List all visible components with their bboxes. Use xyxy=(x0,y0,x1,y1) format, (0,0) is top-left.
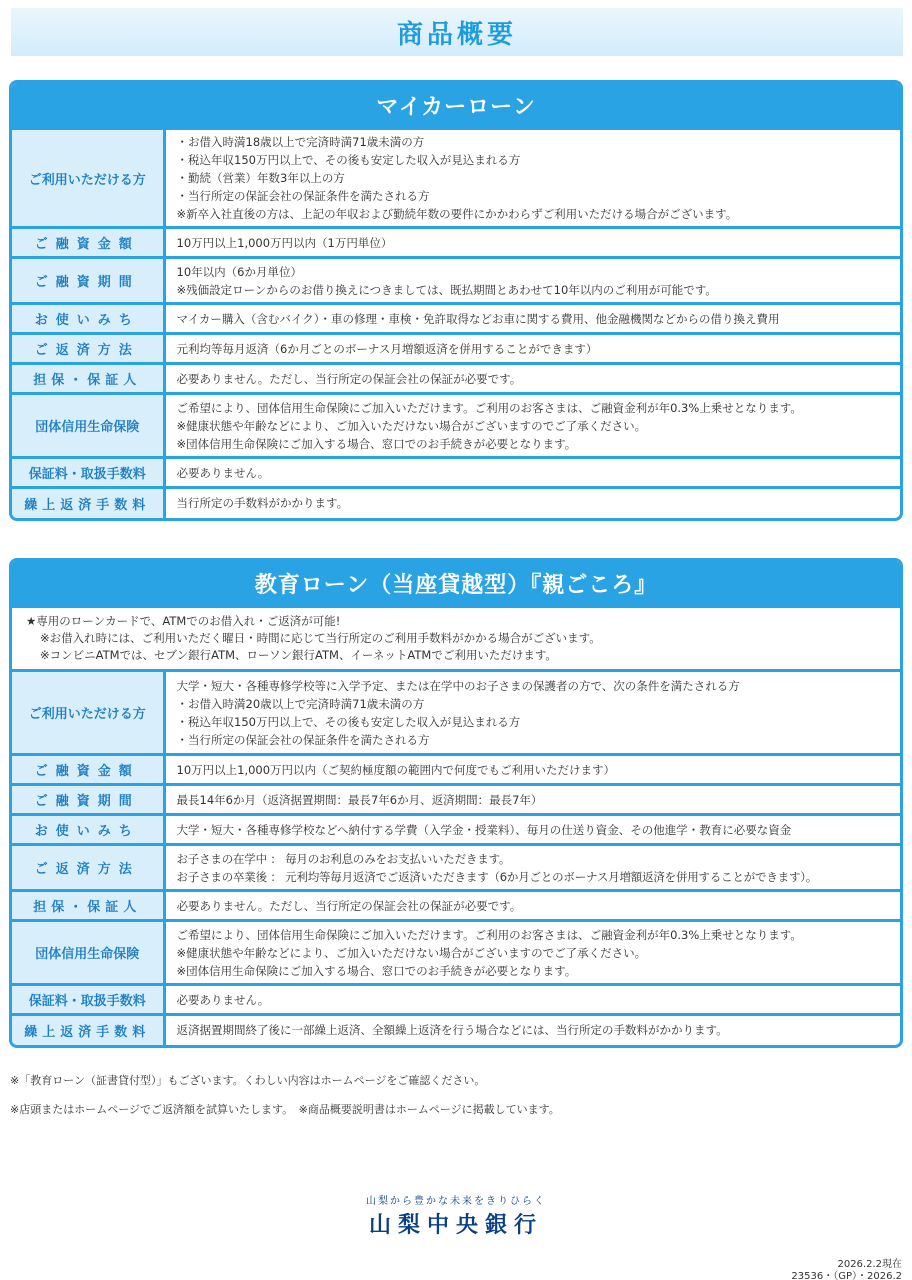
row-content: 10万円以上1,000万円以内（ご契約極度額の範囲内で何度でもご利用いただけます） xyxy=(164,755,900,785)
intro-headline: ★専用のローンカードで、ATMでのお借入れ・ご返済が可能! xyxy=(26,614,341,628)
row-content: お子さまの在学中 ： 毎月のお利息のみをお支払いいただきます。 お子さまの卒業後 ： 元利均等毎月返済でご返済いただきます（6か月ごとのボーナス月増額返済を併用することができます）。 xyxy=(164,845,900,891)
intro-note: ※コンビニATMでは、セブン銀行ATM、ローソン銀行ATM、イーネットATMでご利用いただけます。 xyxy=(40,648,557,662)
intro-note: ※お借入れ時には、ご利用いただく曜日・時間に応じて当行所定のご利用手数料がかかる場合がございます。 xyxy=(40,631,601,645)
bank-logo: 山梨中央銀行 xyxy=(368,1212,543,1238)
table-row xyxy=(12,671,900,755)
row-content: 10万円以上1,000万円以内（1万円単位） xyxy=(164,228,900,258)
table-row xyxy=(12,785,900,815)
row-label: ご返済方法 xyxy=(12,845,164,891)
car-loan-section xyxy=(9,80,903,521)
table-row xyxy=(12,845,900,891)
row-content: マイカー購入（含むバイク）・車の修理・車検・免許取得などお車に関する費用、他金融機関などからの借り換え費用 xyxy=(164,304,900,334)
row-content: 必要ありません。 xyxy=(164,458,900,488)
row-label: 担保・保証人 xyxy=(12,891,164,921)
table-row xyxy=(12,488,900,518)
car-loan-table xyxy=(12,127,900,518)
row-content: ご希望により、団体信用生命保険にご加入いただけます。ご利用のお客さまは、ご融資金利が年0.3%上乗せとなります。 ※健康状態や年齢などにより、ご加入いただけない場合がございますのでご了承ください。 ※団体信用生命保険にご加入する場合、窓口でのお手続きが必要となります。 xyxy=(164,921,900,985)
row-content: ・お借入時満18歳以上で完済時満71歳未満の方 ・税込年収150万円以上で、その後も安定した収入が見込まれる方 ・勤続（営業）年数3年以上の方 ・当行所定の保証会社の保証条件を満たされる方 ※新卒入社直後の方は、上記の年収および勤続年数の要件にかかわらずご利用いただける場合がございます。 xyxy=(164,129,900,228)
row-label: 保証料・取扱手数料 xyxy=(12,985,164,1015)
table-row xyxy=(12,129,900,228)
table-row xyxy=(12,304,900,334)
row-content: 当行所定の手数料がかかります。 xyxy=(164,488,900,518)
table-row xyxy=(12,394,900,458)
row-label: 団体信用生命保険 xyxy=(12,921,164,985)
row-content: 大学・短大・各種専修学校などへ納付する学費（入学金・授業料）、毎月の仕送り資金、その他進学・教育に必要な資金 xyxy=(164,815,900,845)
table-row xyxy=(12,985,900,1015)
table-row xyxy=(12,458,900,488)
row-label: ご利用いただける方 xyxy=(12,129,164,228)
row-label: ご融資金額 xyxy=(12,755,164,785)
row-content: 必要ありません。ただし、当行所定の保証会社の保証が必要です。 xyxy=(164,891,900,921)
row-content: 必要ありません。ただし、当行所定の保証会社の保証が必要です。 xyxy=(164,364,900,394)
row-content: 返済据置期間終了後に一部繰上返済、全額繰上返済を行う場合などには、当行所定の手数料がかかります。 xyxy=(164,1015,900,1045)
row-label: 繰上返済手数料 xyxy=(12,1015,164,1045)
document-code: 23536・（GP）・2026.2 xyxy=(791,1271,902,1280)
footnote: ※店頭またはホームページでご返済額を試算いたします。 ※商品概要説明書はホームページに掲載しています。 xyxy=(10,1103,560,1116)
row-label: ご融資金額 xyxy=(12,228,164,258)
row-label: お使いみち xyxy=(12,304,164,334)
as-of-date: 2026.2.2現在 xyxy=(837,1259,902,1270)
row-label: 繰上返済手数料 xyxy=(12,488,164,518)
table-row xyxy=(12,228,900,258)
row-label: ご返済方法 xyxy=(12,334,164,364)
row-content: 元利均等毎月返済（6か月ごとのボーナス月増額返済を併用することができます） xyxy=(164,334,900,364)
table-row xyxy=(12,334,900,364)
row-label: 担保・保証人 xyxy=(12,364,164,394)
table-row xyxy=(12,755,900,785)
row-label: ご融資期間 xyxy=(12,258,164,304)
car-loan-title: マイカーローン xyxy=(12,83,900,127)
edu-loan-table xyxy=(12,669,900,1045)
row-content: 必要ありません。 xyxy=(164,985,900,1015)
table-row xyxy=(12,891,900,921)
row-content: 大学・短大・各種専修学校等に入学予定、または在学中のお子さまの保護者の方で、次の条件を満たされる方 ・お借入時満20歳以上で完済時満71歳未満の方 ・税込年収150万円以上で、その後も安定した収入が見込まれる方 ・当行所定の保証会社の保証条件を満たされる方 xyxy=(164,671,900,755)
table-row xyxy=(12,364,900,394)
row-label: お使いみち xyxy=(12,815,164,845)
edu-loan-section xyxy=(9,558,903,1048)
brand-tagline: 山梨から豊かな未来をきりひらく xyxy=(366,1196,546,1207)
table-row xyxy=(12,258,900,304)
page-title: 商品概要 xyxy=(11,8,903,56)
row-label: ご利用いただける方 xyxy=(12,671,164,755)
row-label: 団体信用生命保険 xyxy=(12,394,164,458)
edu-loan-title: 教育ローン（当座貸越型）『親ごころ』 xyxy=(12,561,900,605)
row-content: 最長14年6か月（返済据置期間：最長7年6か月、返済期間：最長7年） xyxy=(164,785,900,815)
row-label: 保証料・取扱手数料 xyxy=(12,458,164,488)
row-label: ご融資期間 xyxy=(12,785,164,815)
footnote: ※「教育ローン（証書貸付型）」もございます。くわしい内容はホームページをご確認ください。 xyxy=(10,1074,486,1087)
edu-loan-intro xyxy=(12,605,900,669)
table-row xyxy=(12,1015,900,1045)
table-row xyxy=(12,815,900,845)
table-row xyxy=(12,921,900,985)
row-content: 10年以内（6か月単位） ※残価設定ローンからのお借り換えにつきましては、既払期間とあわせて10年以内のご利用が可能です。 xyxy=(164,258,900,304)
row-content: ご希望により、団体信用生命保険にご加入いただけます。ご利用のお客さまは、ご融資金利が年0.3%上乗せとなります。 ※健康状態や年齢などにより、ご加入いただけない場合がございますのでご了承ください。 ※団体信用生命保険にご加入する場合、窓口でのお手続きが必要となります。 xyxy=(164,394,900,458)
